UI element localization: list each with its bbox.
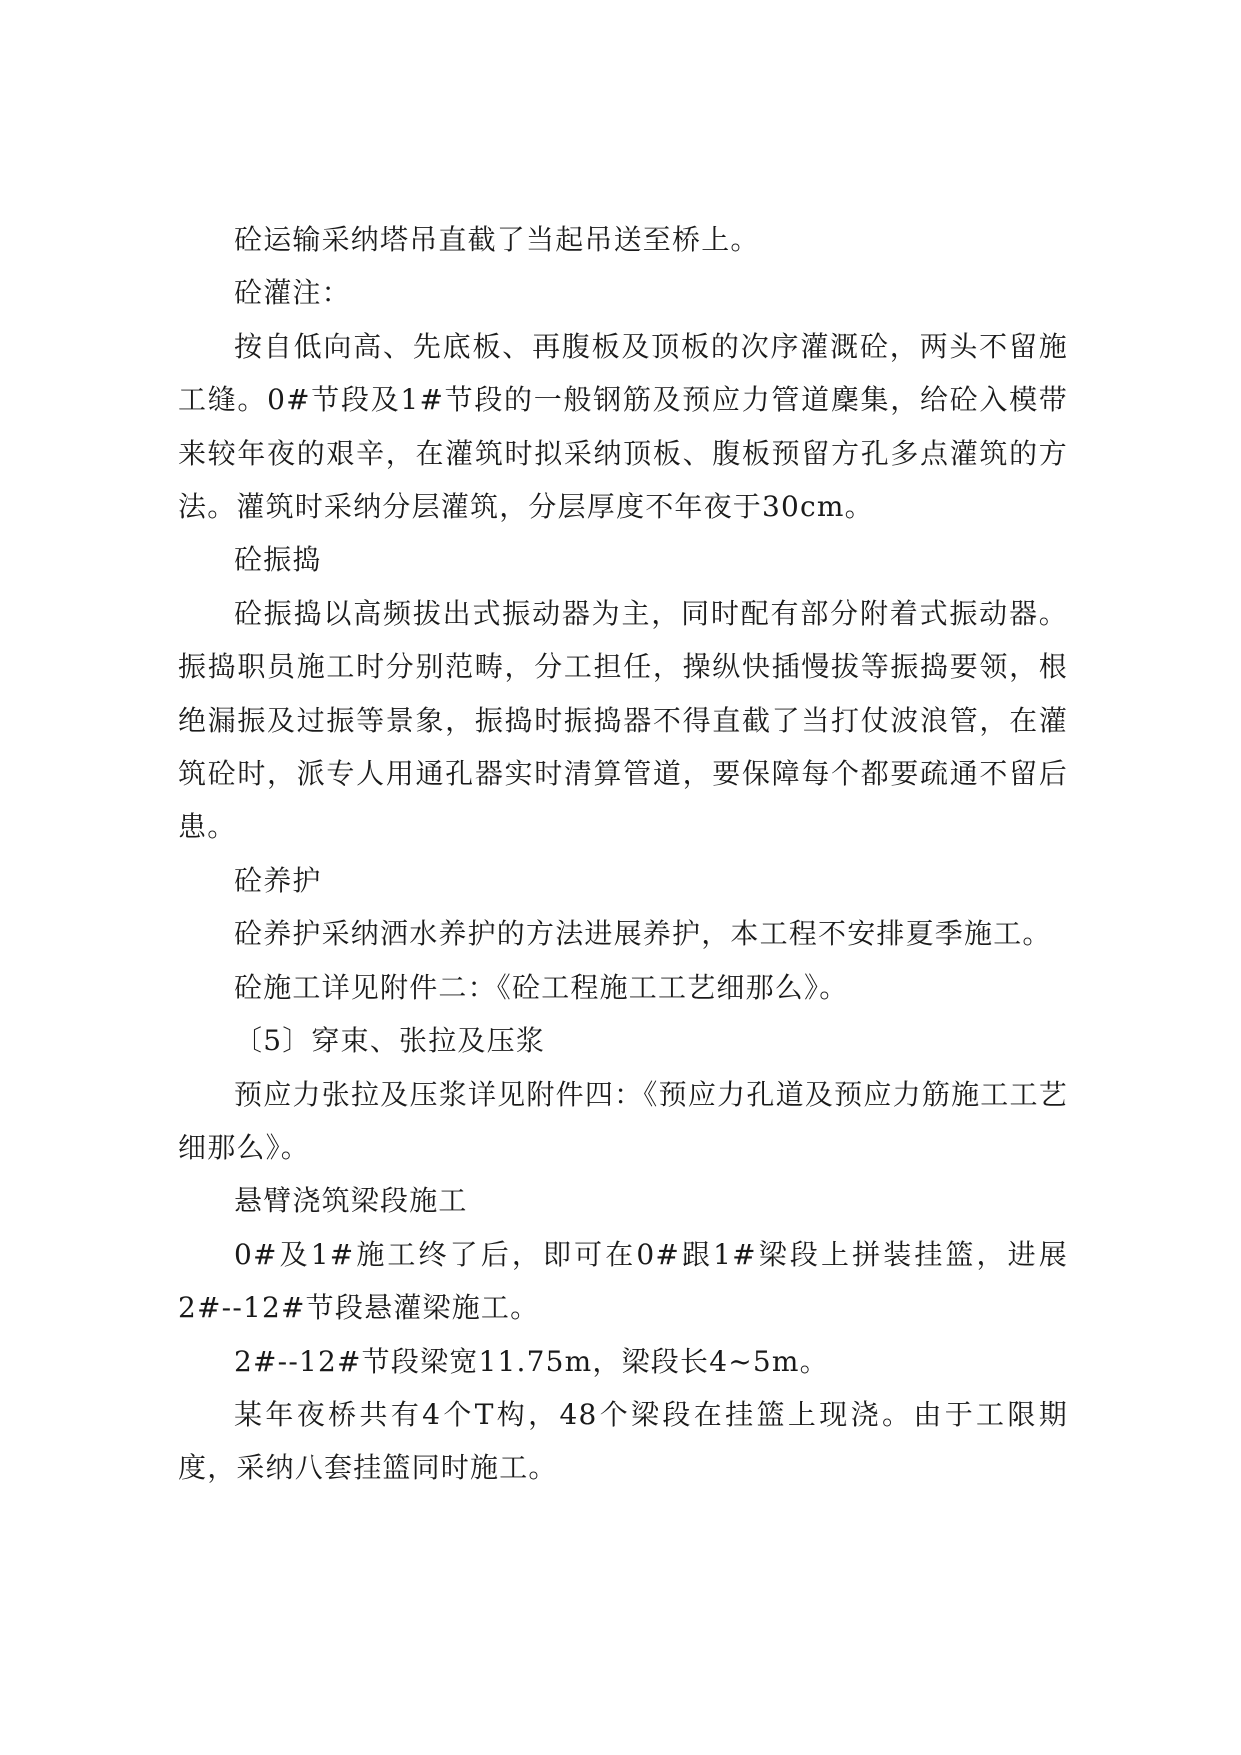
paragraph: 按自低向高、先底板、再腹板及顶板的次序灌溉砼，两头不留施工缝。0#节段及1#节段的一般钢筋及预应力管道麇集，给砼入模带来较年夜的艰辛，在灌筑时拟采纳顶板、腹板预留方孔多点灌筑的方法。灌筑时采纳分层灌筑，分层厚度不年夜于30cm。 <box>178 329 1068 524</box>
paragraph: 砼养护 <box>234 863 322 897</box>
paragraph: 悬臂浇筑梁段施工 <box>234 1184 468 1218</box>
paragraph: 某年夜桥共有4个T构，48个梁段在挂篮上现浇。由于工限期度，采纳八套挂篮同时施工。 <box>178 1397 1068 1485</box>
paragraph: 〔5〕穿束、张拉及压浆 <box>234 1024 546 1058</box>
paragraph: 砼振捣 <box>234 543 322 577</box>
paragraph: 砼施工详见附件二：《砼工程施工工艺细那么》。 <box>234 970 849 1004</box>
paragraph: 砼灌注： <box>234 276 351 310</box>
paragraph: 砼养护采纳洒水养护的方法进展养护，本工程不安排夏季施工。 <box>234 917 1052 951</box>
document-body <box>178 213 1068 1495</box>
paragraph: 砼振捣以高频拔出式振动器为主，同时配有部分附着式振动器。振捣职员施工时分别范畴，分工担任，操纵快插慢拔等振捣要领，根绝漏振及过振等景象，振捣时振捣器不得直截了当打仗波浪管，在灌筑砼时，派专人用通孔器实时清算管道，要保障每个都要疏通不留后患。 <box>178 596 1068 844</box>
paragraph: 预应力张拉及压浆详见附件四：《预应力孔道及预应力筋施工工艺细那么》。 <box>178 1077 1068 1164</box>
paragraph: 砼运输采纳塔吊直截了当起吊送至桥上。 <box>234 223 760 256</box>
paragraph: 0#及1#施工终了后，即可在0#跟1#梁段上拼装挂篮，进展2#--12#节段悬灌梁施工。 <box>178 1237 1068 1325</box>
paragraph: 2#--12#节段梁宽11.75m，梁段长4~5m。 <box>234 1344 829 1378</box>
